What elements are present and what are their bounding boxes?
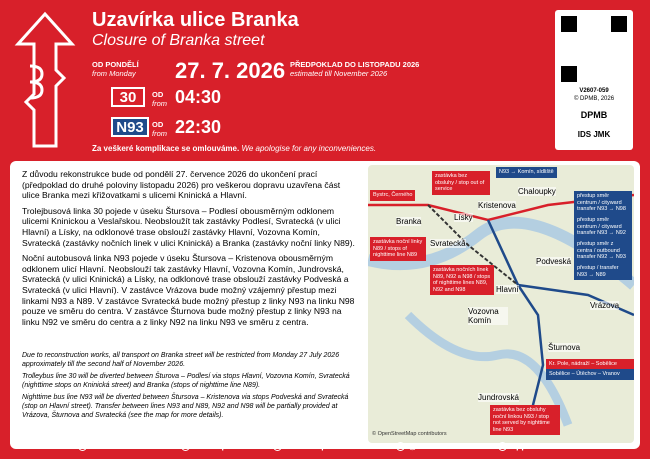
map-box-svratecka: zastávka nočních linek N89, N92 a N98 / stops of nighttime lines N89, N92 and N98	[430, 265, 494, 295]
footer-facebook[interactable]: fb.com/dpmbaktualne	[273, 441, 374, 451]
map-place-branka: Branka	[396, 217, 422, 226]
apology: Za veškeré komplikace se omlouváme. We apologise for any inconveniences.	[92, 144, 377, 153]
map-place-vrazova: Vrázova	[590, 301, 620, 310]
footer-phone[interactable]: +420 5 4317 4317	[78, 441, 160, 451]
paragraph-cz-1: Z důvodu rekonstrukce bude od pondělí 27. července 2026 do ukončení prací (předpoklad do druhé poloviny listopadu 2026) pro veškerou dopravu uzavřena část ulice Branka mezi křižovatkami s ulicemi Kninická a Hlavní.	[22, 169, 341, 201]
content-panel	[10, 161, 640, 449]
map-place-kristenova: Kristenova	[478, 201, 516, 210]
page-subtitle: Closure of Branka street	[92, 32, 265, 49]
facebook-icon	[273, 442, 282, 451]
map-box-transfer-3: přestup směr z centra / outbound transfer N92 → N93	[574, 239, 632, 263]
footer	[0, 433, 650, 459]
line-n93-time: 22:30	[175, 117, 222, 137]
footer-web[interactable]: www.dpmb.cz	[181, 441, 250, 451]
map-direction-komin: N93 → Komín, sídliště	[496, 167, 557, 178]
map-place-chaloupky: Chaloupky	[518, 187, 556, 196]
ids-jmk-logo: IDS JMK	[577, 130, 611, 139]
line-n93-badge: N93	[111, 117, 149, 137]
paragraph-cz-3: Noční autobusová linka N93 pojede v úseku Štursova – Kristenova obousměrným odklonem ulicí Hlavní. Neobslouží tak zastávky Hlavní, Vozovna Komín, Jundrovská, Svratecká (v ulici Kninická) a Lísky, na odklonové trase obslouží zastávky Podveská a Svratecká (v ulici Hlavní). V zastávce Vrázova bude možný vzájemný přestup mezi linkami N93 a N89. V zastávce Svratecká bude možný přestup z linky N93 na linku N98 pouze ve směru do centra. V zastávce Šturnova bude možný přestup z linky N93 na linku N92 ve směru do centra a z linky N92 na linku N93 ve směru z centra.	[22, 253, 355, 327]
map-place-podveska: Podveská	[536, 257, 572, 266]
czech-text	[22, 169, 360, 332]
line-30-badge: 30	[111, 87, 145, 107]
map-box-branka: zastávka noční linky N89 / stops of nighttime line N89	[370, 237, 426, 261]
map-place-hlavni: Hlavní	[496, 285, 519, 294]
estimate-label: PŘEDPOKLAD DO LISTOPADU 2026 estimated till November 2026	[290, 60, 420, 78]
line-n93-from-label: OD from	[152, 120, 167, 138]
map-place-jundrovska: Jundrovská	[478, 393, 519, 402]
paragraph-en-3: Nighttime bus line N93 will be diverted between Štursova – Kristenova via stops Podveská and Svratecká (stop on Hlavní street). Transfer between lines N93 and N89, N92 and N98 will be partially provided at Vrázova, Šturnova and Svratecká (see the map for more details).	[22, 394, 349, 419]
start-date: 27. 7. 2026	[175, 58, 286, 83]
globe-icon	[181, 442, 190, 451]
map-box-transfer-2: přestup směr centrum / cityward transfer N93 → N92	[574, 215, 632, 239]
paragraph-en-2: Trolleybus line 30 will be diverted between Šturova – Podlesí via stops Hlavní, Vozovna Komín, Svratecká (nighttime stops on Kninická street) and Branka (stops of nighttime line N89).	[22, 373, 350, 389]
footer-app[interactable]: app: DPMBinfo	[498, 441, 572, 451]
map-direction-bystrc: Bystrc, Černého	[370, 190, 415, 201]
map-direction-pisarky: Kr. Pole, nádraží – Sobělice	[546, 359, 634, 370]
phone-app-icon	[498, 442, 507, 451]
map-place-sturnova: Šturnova	[548, 343, 581, 352]
map-place-vozovna: Vozovna Komín	[468, 307, 508, 325]
map-direction-sobelice: Sobělice – Útěchov – Vranov	[546, 369, 634, 380]
diversion-map[interactable]	[368, 165, 634, 443]
paragraph-en-1: Due to reconstruction works, all transport on Branka street will be restricted from Monday 27 July 2026 approximately till the second half of November 2026.	[22, 352, 340, 368]
map-box-transfer-1: přestup směr centrum / cityward transfer N93 → N98	[574, 191, 632, 215]
map-attribution: © OpenStreetMap contributors	[372, 431, 447, 437]
line-30-time: 04:30	[175, 87, 222, 107]
closure-arrow-icon	[10, 10, 80, 150]
dpmb-logo: DPMB	[580, 110, 608, 120]
qr-code-icon[interactable]	[561, 16, 627, 82]
line-30-from-label: OD from	[152, 90, 167, 108]
copyright: © DPMB, 2026	[573, 96, 615, 102]
paragraph-cz-2: Trolejbusová linka 30 pojede v úseku Štursova – Podlesí obousměrným odklonem ulicemi Kninickou a Veslařskou. Neobsloužít tak zastávky Podlesí, Svratecká (v ulici Hlavní) a Lísky, na odklonové trase obslouží zastávky Hlavní, Vozovna Komín, Svratecká (zastávky nočních linek v ulici Kninická) a Branka (zastávky noční linky N89).	[22, 205, 355, 248]
from-label: OD PONDĚLÍ from Monday	[92, 60, 139, 78]
instagram-icon	[396, 442, 405, 451]
header	[0, 0, 650, 160]
qr-panel	[555, 10, 633, 150]
phone-icon	[78, 442, 87, 451]
page-title: Uzavírka ulice Branka	[92, 9, 299, 31]
footer-instagram[interactable]: @DPMBaktualne	[396, 441, 477, 451]
map-box-transfer-4: přestup / transfer N93 → N89	[574, 263, 632, 280]
english-text	[22, 352, 360, 424]
map-place-lisky: Lísky	[454, 213, 473, 222]
map-place-svratecka: Svratecká	[430, 239, 466, 248]
map-box-podlesi: zastávka bez obsluhy / stop out of service	[432, 171, 490, 195]
notice-code: V2607-059	[579, 88, 609, 94]
map-box-jundrovska: zastávka bez obsluhy noční linkou N93 / stop not served by nighttime line N93	[490, 405, 560, 435]
